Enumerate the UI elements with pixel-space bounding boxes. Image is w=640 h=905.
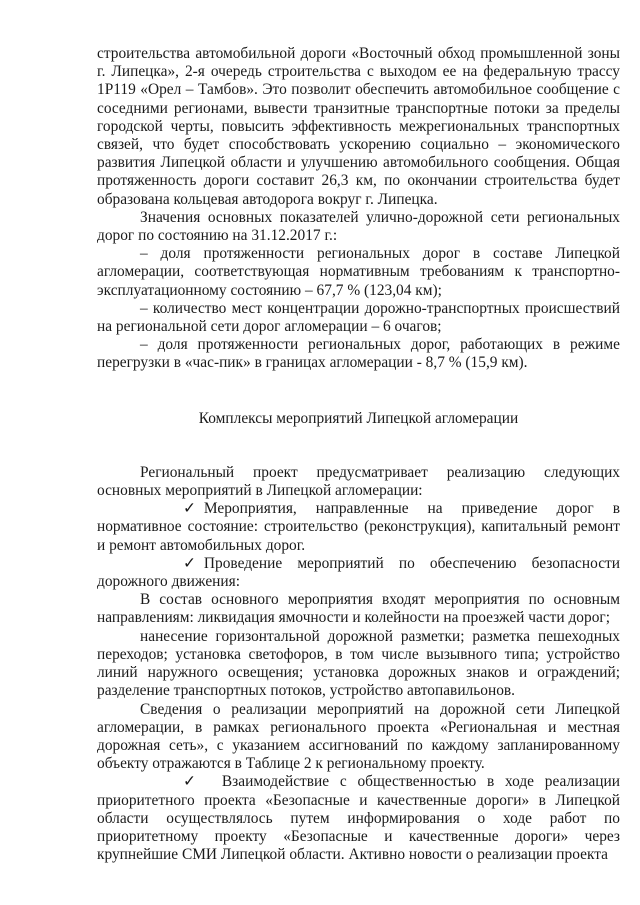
document-page (97, 45, 620, 864)
checklist-item-road-safety (97, 555, 620, 591)
paragraph-indicators-intro: Значения основных показателей улично-дорожной сети региональных дорог по состоянию на 31.12.2017 г.: (97, 208, 620, 245)
paragraph-road-marking: нанесение горизонтальной дорожной разметки; разметка пешеходных переходов; установка светофоров, в том числе вызывного типа; устройство линий наружного освещения; установка дорожных знаков и ограждений; разделение транспортных потоков, устройство автопавильонов. (97, 627, 620, 700)
paragraph-road-construction: строительства автомобильной дороги «Восточный обход промышленной зоны г. Липецка», 2-я очередь строительства с выходом ее на федеральную трассу 1Р119 «Орел – Тамбов». Это позволит обеспечить автомобильное сообщение с соседними регионами, вывести транзитные транспортные потоки за пределы городской черты, повысить эффективность межрегиональных транспортных связей, что будет способствовать ускорению социально – экономического развития Липецкой области и улучшению автомобильного сообщения. Общая протяженность дороги составит 26,3 км, по окончании строительства будет образована кольцевая автодорога вокруг г. Липецка. (97, 45, 620, 208)
checklist-item-text: Проведение мероприятий по обеспечению безопасности дорожного движения: (97, 554, 620, 591)
checklist-item-text: Взаимодействие с общественностью в ходе реализации приоритетного проекта «Безопасные и качественные дороги» в Липецкой области осуществлялось путем информирования о ходе работ по приоритетному проекту «Безопасные и качественные дороги» через крупнейшие СМИ Липецкой области. Активно новости о реализации проекта (97, 773, 620, 864)
checklist-item-public-engagement (97, 773, 620, 864)
section-heading: Комплексы мероприятий Липецкой агломерации (198, 409, 519, 427)
paragraph-main-activities: В состав основного мероприятия входят мероприятия по основным направлениям: ликвидация ямочности и колейности на проезжей части дорог; (97, 591, 620, 627)
checklist-item-text: Мероприятия, направленные на приведение дорог в нормативное состояние: строительство (реконструкция), капитальный ремонт и ремонт автомобильных дорог. (97, 500, 620, 554)
paragraph-implementation-info: Сведения о реализации мероприятий на дорожной сети Липецкой агломерации, в рамках регионального проекта «Региональная и местная дорожная сеть», с указанием ассигнований по каждому запланированному объекту отражаются в Таблице 2 к региональному проекту. (97, 700, 620, 773)
paragraph-indicator-normative-share: – доля протяженности региональных дорог в составе Липецкой агломерации, соответствующая нормативным требованиям к транспортно-эксплуатационному состоянию – 67,7 % (123,04 км); (97, 245, 620, 299)
paragraph-indicator-overload-share: – доля протяженности региональных дорог, работающих в режиме перегрузки в «час-пик» в границах агломерации - 8,7 % (15,9 км). (97, 336, 620, 372)
paragraph-project-intro: Региональный проект предусматривает реализацию следующих основных мероприятий в Липецкой агломерации: (97, 463, 620, 500)
checklist-item-road-normative (97, 500, 620, 555)
paragraph-indicator-accident-spots: – количество мест концентрации дорожно-транспортных происшествий на региональной сети дорог агломерации – 6 очагов; (97, 299, 620, 336)
